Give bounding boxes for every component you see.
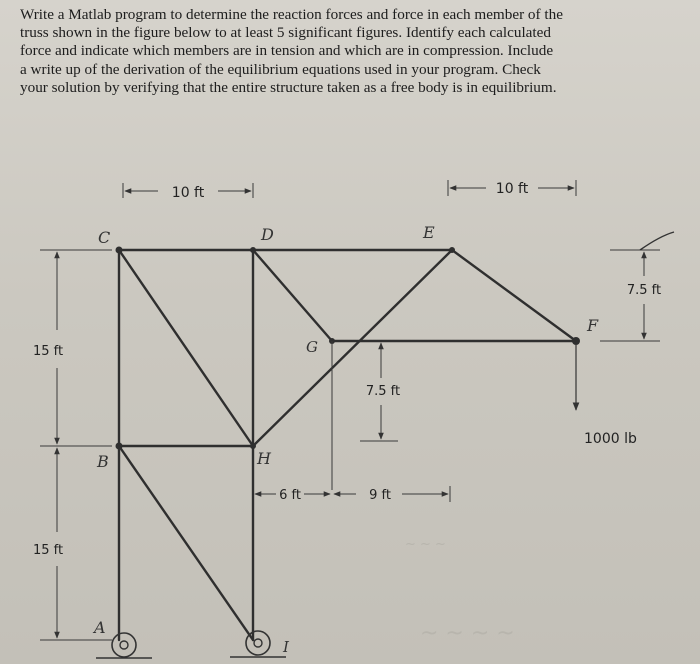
node-label-B: B <box>97 452 109 471</box>
dim-label-bottom-left: 6 ft <box>279 488 301 503</box>
member-BI <box>119 446 253 640</box>
truss-members <box>119 250 576 640</box>
dim-label-top-left: 10 ft <box>171 185 205 201</box>
node-label-A: A <box>94 618 106 637</box>
dim-label-top-right: 10 ft <box>495 181 529 197</box>
problem-line-4: a write up of the derivation of the equilibrium equations used in your program. Check <box>20 60 541 78</box>
pin-support-I <box>230 631 286 657</box>
dim-label-right-height: 7.5 ft <box>626 283 662 298</box>
pencil-scribble: ~ ~ ~ <box>405 537 446 552</box>
node-label-F: F <box>587 316 599 335</box>
problem-line-1: Write a Matlab program to determine the reaction forces and force in each member of the <box>20 6 563 23</box>
dim-label-bottom-right: 9 ft <box>369 488 391 503</box>
joint-E <box>449 247 455 253</box>
member-EF <box>452 250 576 341</box>
problem-line-3: force and indicate which members are in tension and which are in compression. Include <box>20 42 554 60</box>
dim-label-left-upper: 15 ft <box>32 344 64 359</box>
problem-line-2: truss shown in the figure below to at least 5 significant figures. Identify each calculated <box>20 24 551 42</box>
problem-line-5: your solution by verifying that the entire structure taken as a free body is in equilibrium. <box>20 78 557 96</box>
joint-H <box>250 443 256 449</box>
node-label-H: H <box>257 449 271 468</box>
dim-middle-height <box>332 341 401 490</box>
node-label-D: D <box>261 225 274 244</box>
joint-D <box>250 247 256 253</box>
dim-label-left-lower: 15 ft <box>32 543 64 558</box>
node-label-C: C <box>98 228 111 247</box>
member-HE <box>253 250 452 446</box>
joint-C <box>116 247 123 254</box>
pencil-scribble: ~ ~ ~ ~ <box>420 621 515 646</box>
dim-label-middle-height: 7.5 ft <box>365 384 401 399</box>
node-label-E: E <box>423 223 435 242</box>
node-label-I: I <box>283 638 289 656</box>
member-CH <box>119 250 253 446</box>
load-label: 1000 lb <box>584 431 637 447</box>
joint-B <box>116 443 123 450</box>
joint-F <box>572 337 580 345</box>
node-label-G: G <box>306 338 318 356</box>
member-DG <box>253 250 332 341</box>
